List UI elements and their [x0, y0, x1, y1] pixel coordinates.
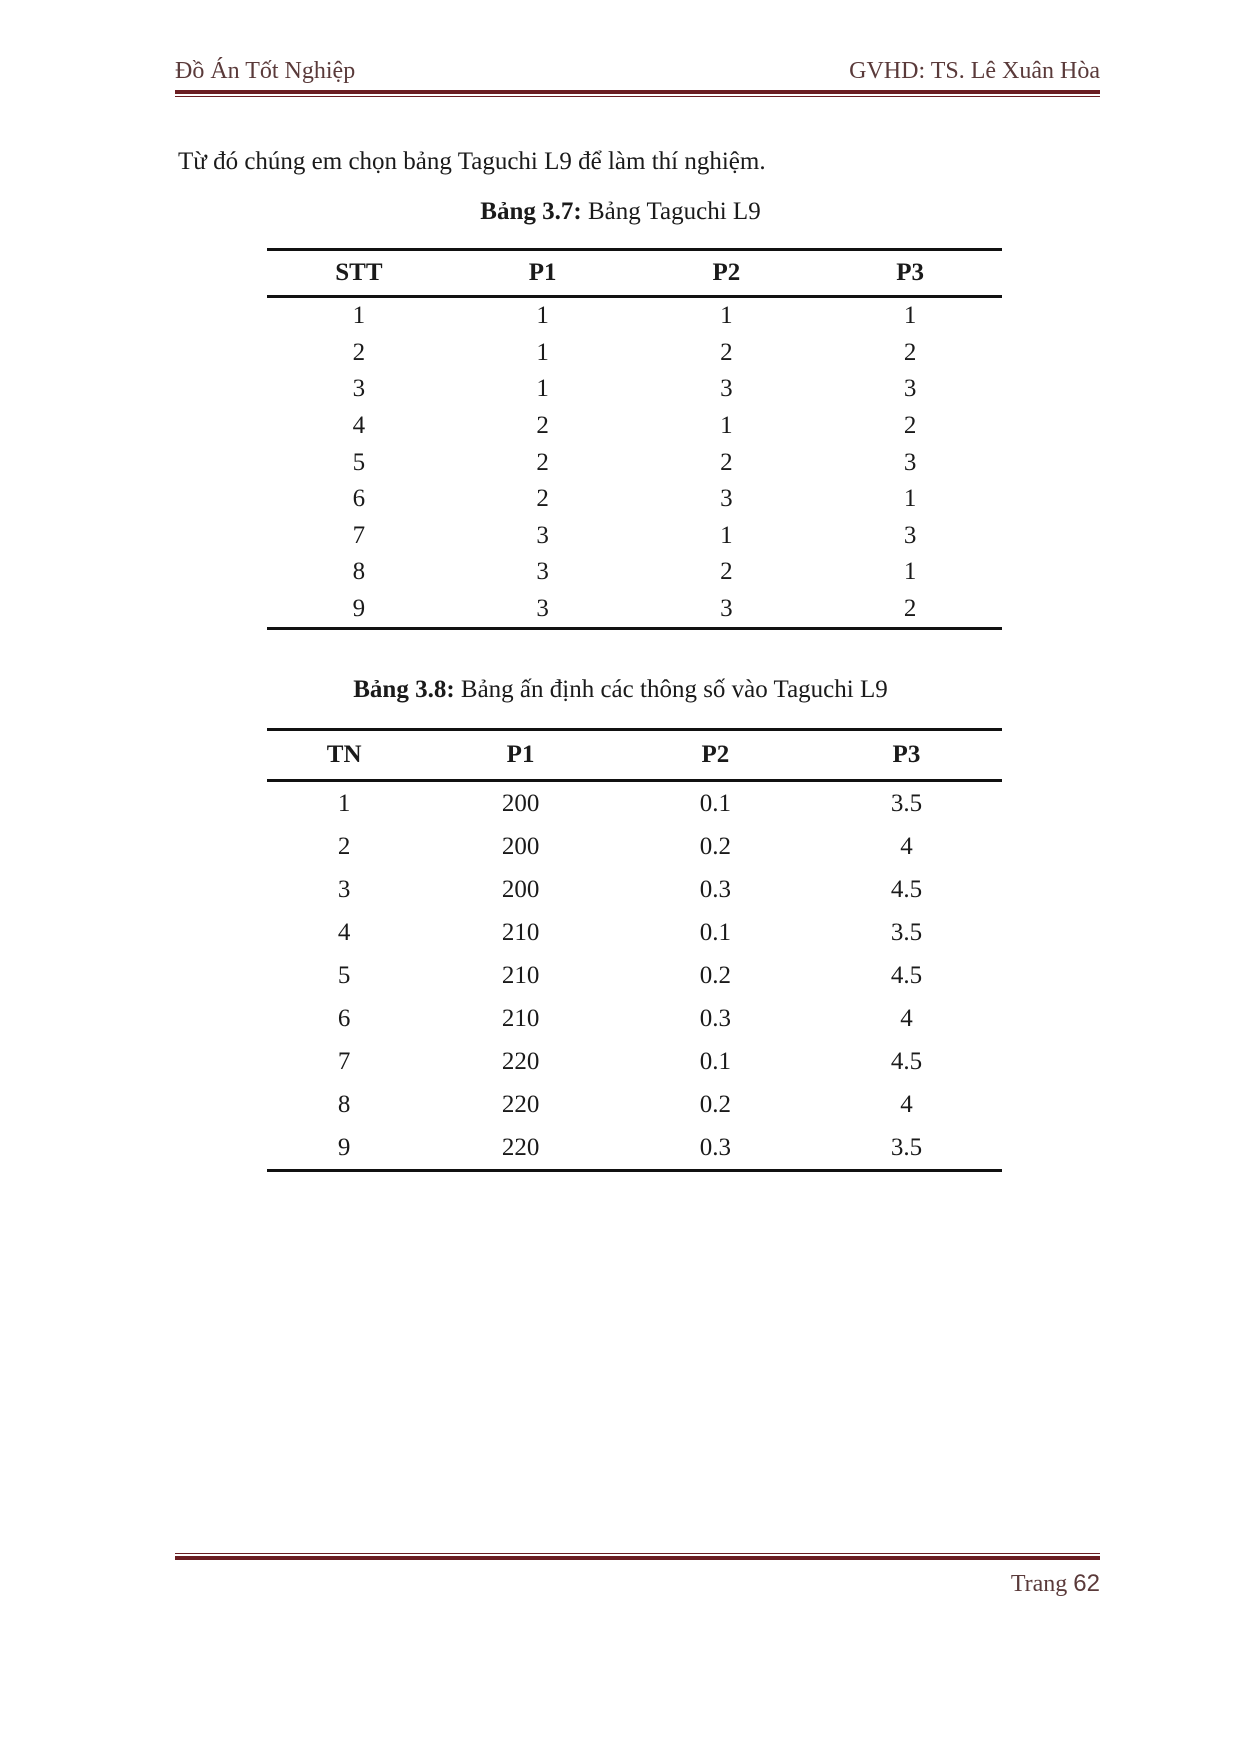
table-row — [267, 997, 1002, 1040]
table-cell: 1 — [720, 412, 733, 440]
table-cell: 2 — [720, 448, 733, 476]
table-cell: 210 — [501, 1004, 540, 1032]
table-row — [267, 954, 1002, 997]
table-cell: 0.1 — [699, 1047, 731, 1075]
table-cell: 8 — [337, 1090, 351, 1118]
table-header-row — [267, 250, 1002, 297]
table-cell: 1 — [337, 789, 351, 817]
table-cell: 1 — [536, 338, 549, 366]
table-cell: 9 — [267, 1126, 421, 1171]
table-row — [267, 444, 1002, 481]
table-cell: 7 — [352, 521, 366, 549]
table-cell: 5 — [337, 961, 351, 989]
table-cell: 3.5 — [890, 789, 923, 817]
column-header: TN — [267, 730, 421, 781]
table-cell: 220 — [501, 1090, 540, 1118]
table-cell: 4 — [900, 832, 913, 860]
table-row — [267, 591, 1002, 629]
table-cell: 3 — [352, 375, 366, 403]
table-cell: 4 — [900, 1090, 913, 1118]
table-cell: 0.1 — [699, 918, 731, 946]
table-cell: 4.5 — [890, 1047, 923, 1075]
column-header: P2 — [620, 730, 811, 781]
table-row — [267, 554, 1002, 591]
table-cell: 1 — [903, 558, 917, 586]
table-row — [267, 408, 1002, 445]
table-cell: 2 — [903, 338, 917, 366]
table1-caption-label: Bảng 3.7: — [480, 198, 582, 225]
table-cell: 6 — [352, 485, 366, 513]
table-cell: 8 — [352, 558, 366, 586]
table-row — [267, 371, 1002, 408]
table-cell: 1 — [720, 521, 733, 549]
table-cell: 4.5 — [890, 875, 923, 903]
table-row — [267, 868, 1002, 911]
table-cell: 220 — [501, 1047, 540, 1075]
table-cell: 3 — [903, 448, 917, 476]
column-header: STT — [267, 250, 451, 297]
table-cell: 2 — [536, 448, 549, 476]
parameter-assignment-table — [267, 728, 1002, 1172]
table-cell: 3 — [451, 591, 635, 629]
table-row — [267, 911, 1002, 954]
header-rule-thick — [175, 90, 1100, 94]
table-cell: 3.5 — [890, 918, 923, 946]
table2-caption-label: Bảng 3.8: — [353, 676, 455, 703]
table-cell: 3 — [337, 875, 351, 903]
header-title: Đồ Án Tốt Nghiệp — [175, 58, 356, 84]
table-cell: 3 — [536, 558, 549, 586]
table-cell: 1 — [536, 302, 549, 330]
table-cell: 3 — [903, 375, 917, 403]
table-cell: 210 — [501, 961, 540, 989]
table-cell: 3 — [536, 521, 549, 549]
table-cell: 2 — [818, 591, 1002, 629]
table-cell: 2 — [903, 412, 917, 440]
table-cell: 5 — [352, 448, 366, 476]
table-cell: 0.2 — [699, 832, 731, 860]
table-cell: 2 — [536, 485, 549, 513]
table-cell: 2 — [352, 338, 366, 366]
table-cell: 4.5 — [890, 961, 923, 989]
table-cell: 6 — [337, 1004, 351, 1032]
header-supervisor: GVHD: TS. Lê Xuân Hòa — [849, 58, 1100, 84]
table-cell: 4 — [352, 412, 366, 440]
table1-caption — [0, 198, 1241, 226]
table-cell: 4 — [900, 1004, 913, 1032]
table-cell: 3 — [720, 375, 733, 403]
table-cell: 2 — [337, 832, 351, 860]
header-rule-thin — [175, 96, 1100, 97]
table2-caption-text: Bảng ấn định các thông số vào Taguchi L9 — [454, 676, 888, 703]
table-cell: 1 — [903, 302, 917, 330]
table-cell: 0.3 — [699, 1004, 731, 1032]
table2-caption — [0, 676, 1241, 704]
table-cell: 200 — [501, 789, 540, 817]
table-cell: 3 — [720, 485, 733, 513]
column-header: P3 — [811, 730, 1002, 781]
page-footer — [1011, 1570, 1100, 1598]
footer-rule-thin — [175, 1553, 1100, 1554]
table-row — [267, 335, 1002, 372]
table-header-row — [267, 730, 1002, 781]
column-header: P1 — [421, 730, 619, 781]
table-row — [267, 481, 1002, 518]
taguchi-l9-table — [267, 248, 1002, 630]
intro-paragraph: Từ đó chúng em chọn bảng Taguchi L9 để làm thí nghiệm. — [178, 148, 766, 175]
table-cell: 220 — [421, 1126, 619, 1171]
table-cell: 0.3 — [620, 1126, 811, 1171]
table-cell: 3 — [635, 591, 819, 629]
table-cell: 210 — [501, 918, 540, 946]
table1-caption-text: Bảng Taguchi L9 — [581, 198, 761, 225]
table-row — [267, 1040, 1002, 1083]
column-header: P1 — [451, 250, 635, 297]
table-row — [267, 781, 1002, 826]
table-cell: 0.3 — [699, 875, 731, 903]
footer-label: Trang — [1010, 1571, 1074, 1597]
table-cell: 3 — [903, 521, 917, 549]
table-cell: 1 — [903, 485, 917, 513]
table-cell: 7 — [337, 1047, 351, 1075]
footer-rule-thick — [175, 1556, 1100, 1560]
table-cell: 1 — [720, 302, 733, 330]
table-cell: 4 — [337, 918, 351, 946]
table-row — [267, 825, 1002, 868]
table-row — [267, 1126, 1002, 1171]
page-header — [175, 58, 1100, 90]
table-cell: 1 — [536, 375, 549, 403]
table-cell: 1 — [352, 302, 366, 330]
page-number: 62 — [1073, 1570, 1100, 1597]
table-row — [267, 1083, 1002, 1126]
table-cell: 200 — [501, 875, 540, 903]
table-cell: 0.2 — [699, 961, 731, 989]
table-cell: 9 — [267, 591, 451, 629]
column-header: P3 — [818, 250, 1002, 297]
table-row — [267, 518, 1002, 555]
table-cell: 2 — [536, 412, 549, 440]
table-cell: 2 — [720, 338, 733, 366]
table-cell: 200 — [501, 832, 540, 860]
table-cell: 0.1 — [699, 789, 731, 817]
column-header: P2 — [635, 250, 819, 297]
table-row — [267, 297, 1002, 335]
table-cell: 0.2 — [699, 1090, 731, 1118]
table-cell: 3.5 — [811, 1126, 1002, 1171]
table-cell: 2 — [720, 558, 733, 586]
